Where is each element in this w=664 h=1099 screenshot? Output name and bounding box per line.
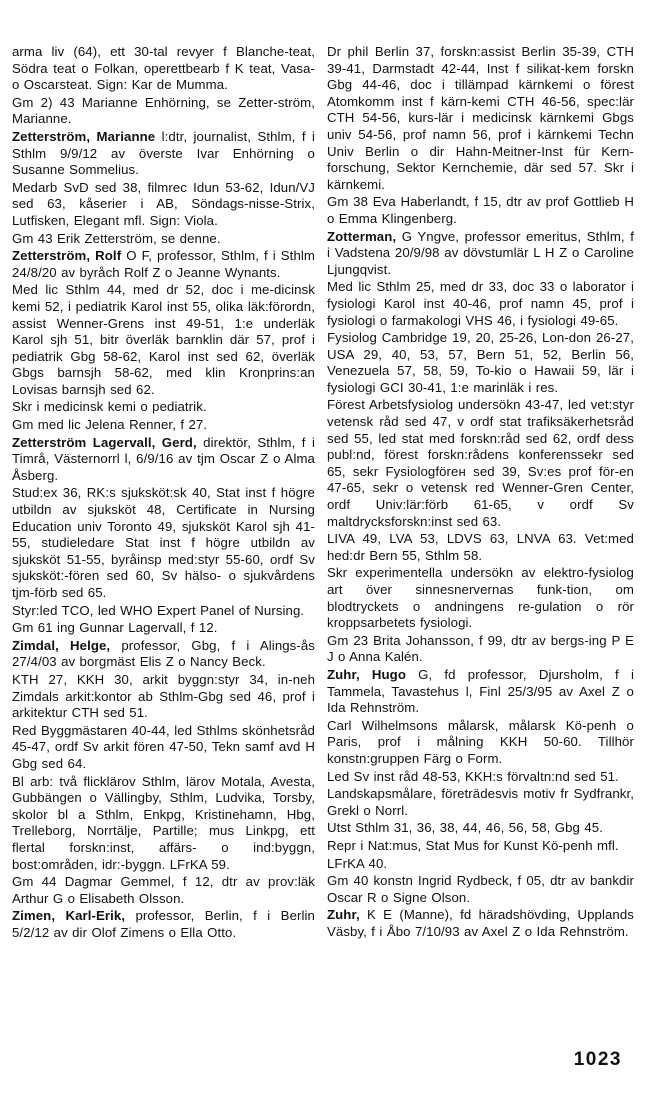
biography-entry [12,908,315,941]
entry-paragraph [327,873,634,906]
entry-text: Gm 2) 43 Marianne Enhörning, se Zetter-ström, Marianne. [12,94,315,127]
entry-paragraph [327,838,634,855]
entry-paragraph [327,856,634,873]
entry-text: Med lic Sthlm 25, med dr 33, doc 33 o laborator i fysiologi Karol inst 40-46, prof namn 45, prof i fysiologi o farmakologi VHS 46, i fysiologi 49-65. [327,279,634,328]
entry-paragraph [327,769,634,786]
entry-text: Utst Sthlm 31, 36, 38, 44, 46, 56, 58, Gbg 45. [327,820,603,836]
entry-text: G Yngve, professor emeritus, Sthlm, f i Vadstena 20/9/98 av dövstumlär L H Z o Caroline Ljungqvist. [327,228,634,277]
entry-text: l:dtr, journalist, Sthlm, f i Sthlm 9/9/12 av överste Ivar Enhörning o Susanne Sommelius. [12,128,315,178]
entry-text: Gm 38 Eva Haberlandt, f 15, dtr av prof Gottlieb H o Emma Klingenberg. [327,194,634,226]
entry-text: G, fd professor, Djursholm, f i Tammela, Tavastehus l, Finl 25/3/95 av Axel Z o Ida Rehnström. [327,666,634,716]
entry-paragraph [327,718,634,768]
biography-entry [12,638,315,671]
entry-text: Gm 44 Dagmar Gemmel, f 12, dtr av prov:läk Arthur G o Elisabeth Olsson. [12,874,315,906]
biography-entry [12,129,315,179]
biography-entry [327,667,634,717]
entry-paragraph [12,723,315,773]
entry-paragraph [327,531,634,564]
entry-paragraph [327,786,634,819]
entry-text: Led Sv inst råd 48-53, KKH:s förvaltn:nd sed 51. [327,768,619,784]
entry-text: Gm 40 konstn Ingrid Rydbeck, f 05, dtr av bankdir Oscar R o Signe Olson. [327,873,634,905]
entry-headword: Zotterman, [327,228,397,244]
entry-paragraph [12,672,315,722]
entry-headword: Zimen, Karl-Erik, [12,908,126,924]
entry-text: Carl Wilhelmsons målarsk, målarsk Kö-penh o Paris, prof i målning KKH 50-60. Tillhör konstn:gruppen Färg o Form. [327,717,634,766]
entry-text: Gm 43 Erik Zetterström, se denne. [12,230,221,246]
entry-paragraph [12,44,315,94]
page-number: 1023 [573,1049,622,1070]
entry-text: professor, Gbg, f i Alings-ås 27/4/03 av borgmäst Elis Z o Nancy Beck. [12,637,316,670]
entry-paragraph [12,485,315,601]
entry-text: KTH 27, KKH 30, arkit byggn:styr 34, in-neh Zimdals arkit:kontor ab Sthlm-Gbg sed 46, prof i arkitektur CTH sed 51. [12,671,315,721]
entry-text: LIVA 49, LVA 53, LDVS 63, LNVA 63. Vet:med hed:dr Bern 55, Sthlm 58. [327,531,634,563]
biography-entry [327,229,634,279]
biography-entry [12,248,315,281]
entry-paragraph [12,95,315,128]
entry-headword: Zetterström, Marianne [12,128,156,144]
entry-paragraph [12,620,315,637]
entry-text: Skr i medicinsk kemi o pediatrik. [12,399,207,415]
entry-text: direktör, Sthlm, f i Timrå, Västernorrl l, 6/9/16 av tjm Oscar Z o Alma Åsberg. [12,434,315,483]
entry-headword: Zetterström Lagervall, Gerd, [12,434,197,450]
entry-text: professor, Berlin, f i Berlin 5/2/12 av dir Olof Zimens o Ella Otto. [12,908,315,940]
entry-paragraph [12,282,315,398]
entry-text: Bl arb: två flicklärov Sthlm, lärov Motala, Avesta, Gubbängen o Vällingby, Sthlm, Ludvika, Torsby, skolor bl a Sthlm, Enkpg, Kristinehamn, Hbg, Trelleborg, Norrtälje, Partille; mus Linkpg, ett flertal forskn:inst, affärs- o ind:byggn, bost:områden, idr:-byggn. LFrKA 59. [12,773,315,872]
entry-text: K E (Manne), fd häradshövding, Upplands Väsby, f i Åbo 7/10/93 av Axel Z o Ida Rehnström. [327,907,634,939]
entry-paragraph [327,194,634,227]
entry-paragraph [327,330,634,396]
entry-headword: Zetterström, Rolf [12,248,122,264]
entry-headword: Zuhr, [327,907,360,923]
entry-text: Stud:ex 36, RK:s sjuksköt:sk 40, Stat inst f högre utbildn av sjuksköt 48, Certificate in Nursing Education univ Toronto 49, sjuksköt Karol sjh 41-55, studieledare Stat inst f högre utbildn av sjuksköt 51-55, byråinsp med:styr 55-60, ordf Sv sjuksköt:-fören sed 60, Sv hälso- o sjukvårdens tjm-förb sed 65. [12,485,315,600]
biography-entry [327,907,634,940]
entry-paragraph [327,633,634,666]
entry-paragraph [12,774,315,874]
entry-text: arma liv (64), ett 30-tal revyer f Blanche-teat, Södra teat o Folkan, operettbearb f K teat, Vasa- o Oscarsteat. Sign: Kar de Mumma. [12,44,315,93]
entry-text: Gm 23 Brita Johansson, f 99, dtr av bergs-ing P E J o Anna Kalén. [327,632,634,665]
entry-text: Repr i Nat:mus, Stat Mus for Kunst Kö-penh mfl. [327,837,619,853]
entry-text: Styr:led TCO, led WHO Expert Panel of Nursing. [12,602,305,618]
entry-paragraph [12,180,315,230]
entry-paragraph [12,399,315,416]
entry-text: O F, professor, Sthlm, f i Sthlm 24/8/20 av byråch Rolf Z o Jeanne Wynants. [12,248,316,280]
entry-text: Fysiolog Cambridge 19, 20, 25-26, Lon-don 26-27, USA 29, 40, 53, 57, Bern 51, 52, Berlin 56, Venezuela 57, 58, 59, To-kio o Hawaii 59, lär i fysiologi GCI 30-41, 1:e marinläk i res. [327,330,634,395]
entry-text: Gm 61 ing Gunnar Lagervall, f 12. [12,620,218,636]
entry-paragraph [12,231,315,248]
entry-headword: Zimdal, Helge, [12,637,111,653]
entry-text: Förest Arbetsfysiolog undersökn 43-47, led vet:styr vetensk råd sed 47, v ordf stat trafiksäkerhetsråd sed 55, led stat med forskn:råd sed 62, ordf dess publ:nd, förest forskn:rådens konferenssekr sed 65, sekr Fysiologföreн sed 39, Sv:es prof för-en 47-65, sekr o vetensk red Wenner-Gren Center, ordf Univ:lär:förb 61-65, v ordf Sv maltdrycksforskn:inst sed 63. [327,397,634,529]
entry-paragraph [327,820,634,837]
entry-text: Medarb SvD sed 38, filmrec Idun 53-62, Idun/VJ sed 63, kåserier i AB, Söndags-nisse-Strix, Lutfisken, Elegant mfl. Sign: Viola. [12,179,315,228]
entry-paragraph [12,874,315,907]
right-column [327,44,634,940]
entry-text: LFrKA 40. [327,855,388,871]
entry-headword: Zuhr, Hugo [327,666,406,682]
entry-text: Med lic Sthlm 44, med dr 52, doc i me-dicinsk kemi 52, i pediatrik Karol inst 55, olika läk:förordn, assist Wenner-Grens inst 49-51, 1:e underläk Karol sjh 51, bitr överläk barnklin där 57, prof i pediatrik Gbg 58-62, Karol inst sed 62, överläk Gbgs barnsjh 58-62, med klin Kronprins:an Lovisas barnsjh sed 62. [12,282,315,397]
entry-paragraph [327,44,634,193]
entry-text: Landskapsmålare, företrädesvis motiv fr Sydfrankr, Grekl o Norrl. [327,786,634,818]
entry-paragraph [12,417,315,434]
entry-text: Dr phil Berlin 37, forskn:assist Berlin 35-39, CTH 39-41, Darmstadt 42-44, Inst f silikat-kem forskn Gbg 44-46, doc i tillämpad kärnkemi o förest Atomkomm inst f kärn-kemi CTH 46-56, spec:lär CTH 54-56, kurs-lär i medicinsk kärnkemi Gbgs univ 54-56, prof namn 56, prof i kärnkemi Techn Univ Berlin o dir Hahn-Meitner-Inst für Kern-forschung, Sektor Kernchemie, där sed 57. Skr i kärnkemi. [327,44,634,192]
entry-paragraph [327,279,634,329]
left-column [12,44,315,941]
entry-paragraph [327,565,634,631]
entry-paragraph [12,603,315,620]
biography-entry [12,435,315,485]
entry-text: Red Byggmästaren 40-44, led Sthlms skönhetsråd 45-47, ordf Sv arkit fören 47-50, Tekn samf avd H Gbg sed 64. [12,722,315,771]
entry-text: Gm med lic Jelena Renner, f 27. [12,417,208,433]
entry-text: Skr experimentella undersökn av elektro-fysiolog art över sinnesnervernas funk-tion, om blodtryckets o andningens re-gulation o rör kroppsarbetets fysiologi. [327,565,634,631]
entry-paragraph [327,397,634,530]
